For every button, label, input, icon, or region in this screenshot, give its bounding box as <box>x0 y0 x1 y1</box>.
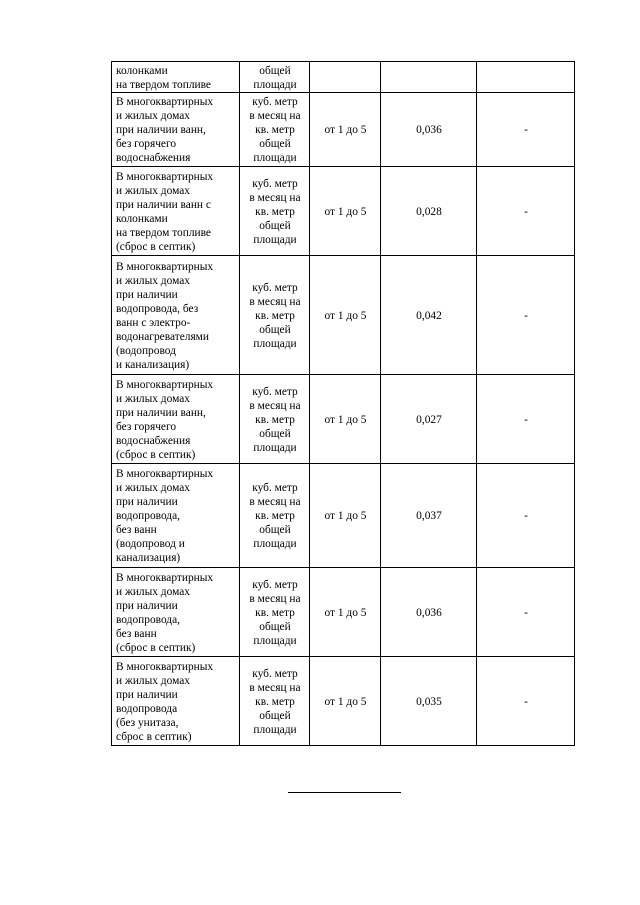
row-range: от 1 до 5 <box>310 93 381 167</box>
table-row <box>112 375 575 464</box>
row-range: от 1 до 5 <box>310 375 381 464</box>
row-range <box>310 62 381 93</box>
row-description: В многоквартирных и жилых домах при наличии водопровода, без ванн с электро- водонагревателями (водопровод и канализация) <box>112 256 240 375</box>
row-unit: куб. метр в месяц на кв. метр общей площади <box>240 657 310 746</box>
row-unit: куб. метр в месяц на кв. метр общей площади <box>240 464 310 568</box>
row-extra: - <box>477 375 575 464</box>
row-value: 0,036 <box>381 93 477 167</box>
row-extra: - <box>477 93 575 167</box>
row-extra: - <box>477 568 575 657</box>
table-row <box>112 62 575 93</box>
row-extra: - <box>477 464 575 568</box>
separator-line <box>288 792 401 793</box>
row-unit: куб. метр в месяц на кв. метр общей площади <box>240 375 310 464</box>
row-description: В многоквартирных и жилых домах при наличии ванн с колонками на твердом топливе (сброс в септик) <box>112 167 240 256</box>
row-extra: - <box>477 256 575 375</box>
row-unit: куб. метр в месяц на кв. метр общей площади <box>240 93 310 167</box>
table-row <box>112 93 575 167</box>
row-value: 0,035 <box>381 657 477 746</box>
row-range: от 1 до 5 <box>310 256 381 375</box>
row-extra: - <box>477 167 575 256</box>
row-description: В многоквартирных и жилых домах при наличии водопровода, без ванн (сброс в септик) <box>112 568 240 657</box>
row-description: В многоквартирных и жилых домах при наличии водопровода (без унитаза, сброс в септик) <box>112 657 240 746</box>
table-row <box>112 657 575 746</box>
row-description: В многоквартирных и жилых домах при наличии ванн, без горячего водоснабжения <box>112 93 240 167</box>
row-value <box>381 62 477 93</box>
row-unit: куб. метр в месяц на кв. метр общей площади <box>240 568 310 657</box>
row-range: от 1 до 5 <box>310 657 381 746</box>
row-unit: куб. метр в месяц на кв. метр общей площади <box>240 167 310 256</box>
row-unit: общей площади <box>240 62 310 93</box>
row-description: колонками на твердом топливе <box>112 62 240 93</box>
row-range: от 1 до 5 <box>310 464 381 568</box>
row-value: 0,036 <box>381 568 477 657</box>
row-range: от 1 до 5 <box>310 568 381 657</box>
row-description: В многоквартирных и жилых домах при наличии водопровода, без ванн (водопровод и канализация) <box>112 464 240 568</box>
row-extra: - <box>477 657 575 746</box>
row-extra <box>477 62 575 93</box>
table-row <box>112 568 575 657</box>
table-row <box>112 256 575 375</box>
table-row <box>112 464 575 568</box>
table-row <box>112 167 575 256</box>
consumption-norms-table <box>111 61 575 746</box>
row-value: 0,028 <box>381 167 477 256</box>
row-description: В многоквартирных и жилых домах при наличии ванн, без горячего водоснабжения (сброс в септик) <box>112 375 240 464</box>
row-value: 0,042 <box>381 256 477 375</box>
row-range: от 1 до 5 <box>310 167 381 256</box>
row-value: 0,037 <box>381 464 477 568</box>
row-value: 0,027 <box>381 375 477 464</box>
row-unit: куб. метр в месяц на кв. метр общей площади <box>240 256 310 375</box>
